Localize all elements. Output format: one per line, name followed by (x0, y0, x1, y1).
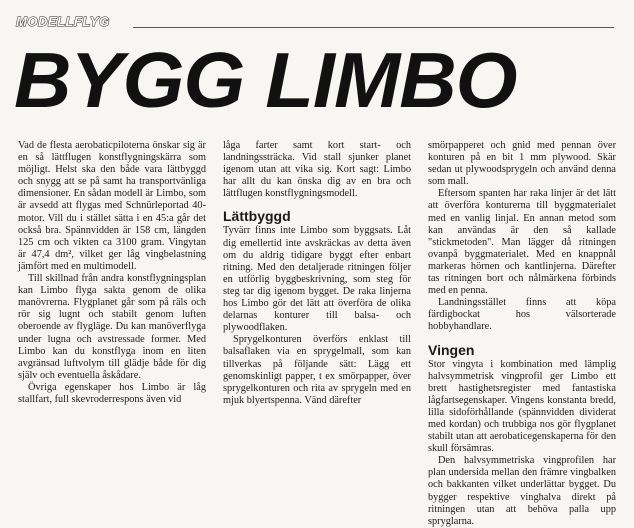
paragraph: Stor vingyta i kombination med lämplig halvsymmetrisk vingprofil ger Limbo ett brett hastighetsregister med fantastiska lågfartsegenskaper. Vingens konstanta bredd, lilla sidoförhållande (spännvidden dividerat med kordan) och trubbiga nos gör flygplanet stabilt utan att aerobaticegenskaperna för den skull försämras. (428, 358, 616, 455)
paragraph: smörpapperet och gnid med pennan över konturen på en bit 1 mm plywood. Skär sedan ut plywoodsprygeln och använd denna som mall. (428, 140, 616, 188)
section-heading: Vingen (428, 341, 475, 358)
section-rule (133, 27, 614, 28)
section-heading: Lättbyggd (223, 208, 291, 225)
column-1 (18, 140, 206, 528)
article-headline: BYGG LIMBO (14, 36, 517, 124)
paragraph: Sprygelkonturen överförs enklast till balsaflaken via en sprygelmall, som kan tillverkas på följande sätt: Lägg ett genomskinligt papper, t ex smörpapper, över sprygelkonturen och rita av sprygeln med en mjuk blyertspenna. Vänd därefter (223, 334, 411, 406)
paragraph: Tyvärr finns inte Limbo som byggsats. Låt dig emellertid inte avskräckas av detta även om du aldrig tidigare byggt efter enbart ritning. Med den detaljerade ritningen följer en utförlig byggbeskrivning, som steg för steg tar dig igenom bygget. De raka linjerna hos Limbo gör det lätt att överföra de olika delarnas konturer till balsa- och plywoodflaken. (223, 225, 411, 334)
column-3 (428, 140, 616, 528)
section-tag: MODELLFLYG (16, 14, 110, 29)
paragraph: Landningsstället finns att köpa färdigbockat hos välsorterade hobbyhandlare. (428, 297, 616, 333)
paragraph: låga farter samt kort start- och landningssträcka. Vid stall sjunker planet igenom utan att vika sig. Kort sagt: Limbo har allt du kan önska dig av en bra och lättflugen konstflygningsmodell. (223, 140, 411, 200)
article-body (18, 140, 616, 527)
paragraph: Till skillnad från andra konstflygningsplan kan Limbo flyga sakta genom de olika manövrerna. Flygplanet går som på räls och rör sig lugnt och stabilt genom luften oberoende av flygläge. Du kan manöverflyga under lugna och avstressade former. Med Limbo kan du konstflyga inom en liten avgränsad luftvolym till glädje både för dig själv och eventuella åskådare. (18, 273, 206, 381)
paragraph: Vad de flesta aerobaticpiloterna önskar sig är en så lättflugen konstflygningskärra som möjligt. Helst ska den både vara lättbyggd och snygg att se på samt ha transportvänliga dimensioner. En sådan modell är Limbo, som är avsedd att flygas med Schnürleportad 40-motor. Vill du i stället sätta i en 45:a går det också bra. Spännvidden är 158 cm, längden 125 cm och vikten ca 3100 gram. Vingytan är 47,4 dm², vilket ger låg vingbelastning jämfört med en multimodell. (18, 140, 206, 272)
paragraph: Den halvsymmetriska vingprofilen har plan undersida mellan den främre vingbalken och bakkanten vilket underlättar bygget. Du bygger respektive vinghalva direkt på ritningen utan att behöva palla upp spryglarna. (428, 455, 616, 527)
column-2 (223, 140, 411, 528)
paragraph: Övriga egenskaper hos Limbo är låg stallfart, full skevroderrespons även vid (18, 381, 206, 405)
paragraph: Eftersom spanten har raka linjer är det lätt att överföra konturerna till byggmaterialet med en vanlig linjal. En annan metod som kan användas är den så kallade "stickmetoden". Man lägger då ritningen ovanpå byggmaterialet. Med en knappnål markeras hörnen och kantlinjerna. Därefter tas ritningen bort och nålmärkena förbinds med en penna. (428, 188, 616, 297)
